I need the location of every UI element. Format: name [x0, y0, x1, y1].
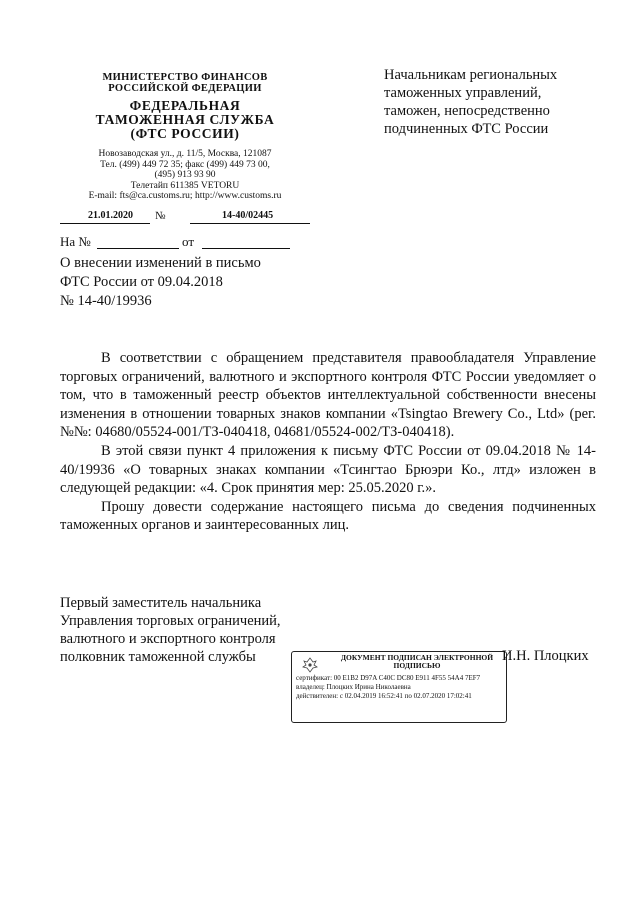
body-paragraph-2: В этой связи пункт 4 приложения к письму ФТС России от 09.04.2018 № 14-40/19936 «О товарных знаках компании «Тсингтао Брюэри Ко., лтд» изложен в следующей редакции: «4. Срок принятия мер: 25.05.2020 г.». — [60, 442, 596, 497]
ministry-line-2: РОССИЙСКОЙ ФЕДЕРАЦИИ — [108, 83, 262, 94]
stamp-owner: владелец: Плоцких Ирина Николаевна — [296, 683, 411, 691]
recipient-block — [384, 66, 604, 138]
stamp-validity: действителен: с 02.04.2019 16:52:41 по 02.07.2020 17:02:41 — [296, 692, 472, 700]
recipient-line-4: подчиненных ФТС России — [384, 121, 549, 137]
signatory-title-line-1: Первый заместитель начальника — [60, 595, 262, 611]
ref-number-label: На № — [60, 234, 91, 249]
recipient-line-2: таможенных управлений, — [384, 85, 542, 101]
service-line-2: ТАМОЖЕННАЯ СЛУЖБА — [95, 112, 275, 127]
ref-number-blank — [97, 248, 179, 249]
emblem-icon — [298, 656, 322, 674]
letter-number: 14-40/02445 — [222, 210, 274, 221]
body-paragraph-1: В соответствии с обращением представителя правообладателя Управление торговых ограничений, валютного и экспортного контроля ФТС России уведомляет о том, что в таможенный реестр объектов интеллектуальной собственности внесены изменения в отношении товарных знаков компании «Tsingtao Brewery Co., Ltd» (рег. №№: 04680/05524-001/ТЗ-040418, 04681/05524-002/ТЗ-040418). — [60, 350, 596, 441]
subject-line-3: № 14-40/19936 — [60, 293, 152, 309]
body-paragraph-3: Прошу довести содержание настоящего письма до сведения подчиненных таможенных органов и заинтересованных лиц. — [60, 498, 596, 534]
service-line-1: ФЕДЕРАЛЬНАЯ — [129, 98, 241, 113]
subject-line-2: ФТС России от 09.04.2018 — [60, 274, 223, 290]
number-underline — [190, 223, 310, 224]
stamp-certificate: сертификат: 00 E1B2 D97A C40C DC80 E911 4F55 54A4 7EF7 — [296, 674, 481, 682]
electronic-signature-stamp — [291, 651, 507, 723]
stamp-heading: ДОКУМЕНТ ПОДПИСАН ЭЛЕКТРОННОЙ ПОДПИСЬЮ — [340, 653, 494, 670]
signatory-title-line-2: Управления торговых ограничений, — [60, 613, 281, 629]
letter-date: 21.01.2020 — [88, 210, 133, 221]
signatory-title-line-4: полковник таможенной службы — [60, 649, 256, 665]
number-sign: № — [155, 210, 166, 222]
recipient-line-1: Начальникам региональных — [384, 67, 558, 83]
ref-from-label: от — [182, 234, 195, 249]
service-line-3: (ФТС РОССИИ) — [130, 126, 240, 141]
signatory-title-line-3: валютного и экспортного контроля — [60, 631, 276, 647]
registration-line — [60, 210, 310, 224]
ref-date-blank — [202, 248, 290, 249]
address-line-1: Новозаводская ул., д. 11/5, Москва, 121087 — [98, 149, 272, 159]
signatory-name: И.Н. Плоцких — [502, 648, 589, 664]
subject-line-1: О внесении изменений в письмо — [60, 255, 261, 271]
letter-body — [60, 349, 596, 535]
address-line-2: Тел. (499) 449 72 35; факс (499) 449 73 00, — [100, 159, 270, 170]
address-line-5: E-mail: fts@ca.customs.ru; http://www.customs.ru — [88, 191, 282, 201]
recipient-line-3: таможен, непосредственно — [384, 103, 550, 119]
address-line-3: (495) 913 93 90 — [154, 170, 216, 180]
address-line-4: Телетайп 611385 VETORU — [130, 180, 240, 191]
subject-block — [60, 254, 300, 311]
date-underline — [60, 223, 150, 224]
ministry-line-1: МИНИСТЕРСТВО ФИНАНСОВ — [102, 72, 268, 83]
letterhead — [60, 72, 310, 202]
